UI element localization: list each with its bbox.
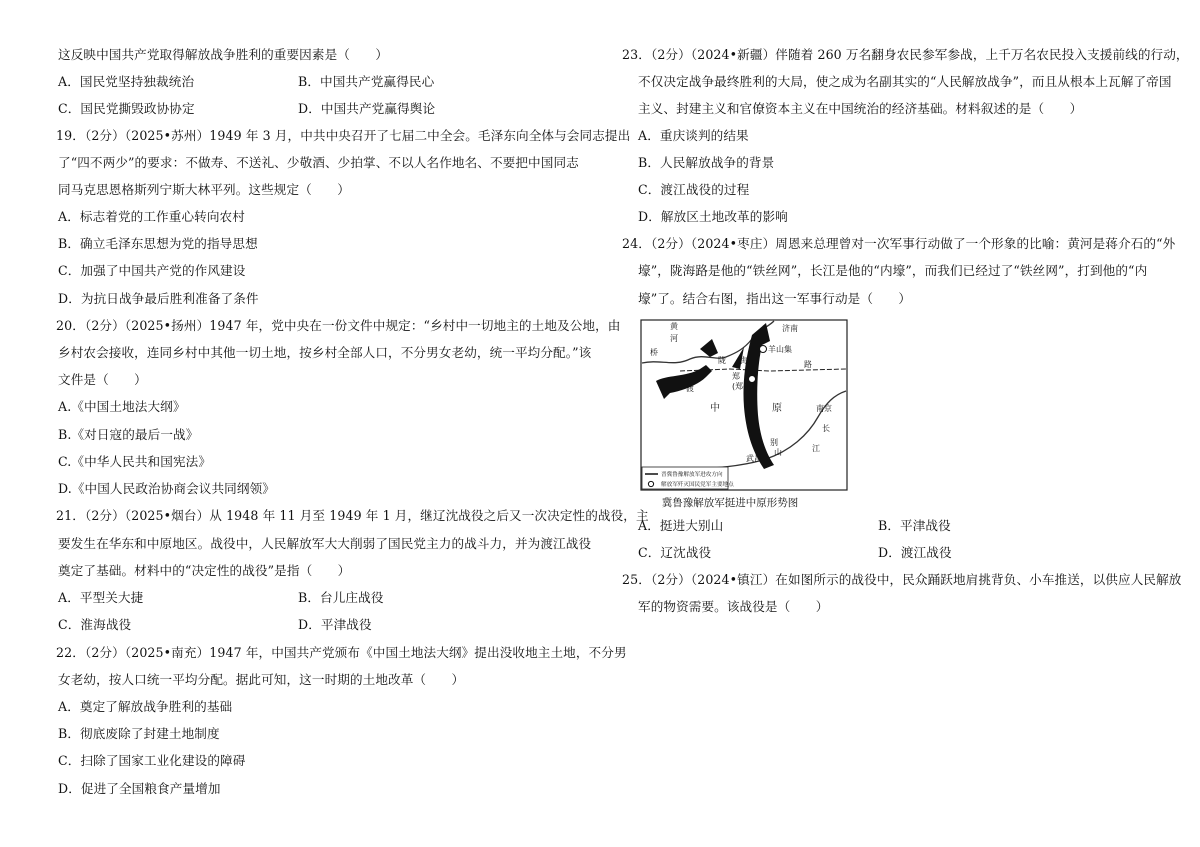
map-label-zhengzhou: (郑州) (732, 382, 755, 391)
q19-option-c[interactable]: C．加强了中国共产党的作风建设 (58, 263, 246, 278)
q23-stem-line-1: 23．（2分）（2024•新疆）伴随着 260 万名翻身农民参军参战，上千万名农民投入支援前线的行动， (622, 47, 1189, 62)
map-label-jinan: 济南 (782, 324, 798, 333)
q23-option-a[interactable]: A．重庆谈判的结果 (638, 128, 749, 143)
q18-stem-tail: 这反映中国共产党取得解放战争胜利的重要因素是（ ） (58, 47, 389, 62)
map-label-bie: 别 (770, 438, 778, 447)
q19-option-b[interactable]: B．确立毛泽东思想为党的指导思想 (58, 236, 258, 251)
q20-stem-line-2: 乡村农会接收，连同乡村中其他一切土地，按乡村全部人口，不分男女老幼，统一平均分配。”该 (58, 345, 592, 360)
map-label-qiao: 桥 (650, 348, 658, 357)
q24-option-c[interactable]: C．辽沈战役 (638, 545, 712, 560)
map-label-nanjing: 南京 (816, 404, 832, 413)
q19-option-a[interactable]: A．标志着党的工作重心转向农村 (58, 209, 245, 224)
legend-advance-direction: 晋冀鲁豫解放军进攻方向 (661, 472, 723, 478)
map-caption: 冀鲁豫解放军挺进中原形势图 (661, 497, 799, 509)
map-label-hai: 海 (740, 356, 748, 365)
q23-option-c[interactable]: C．渡江战役的过程 (638, 182, 750, 197)
map-label-yangshanji: 羊山集 (768, 345, 792, 354)
q18-option-d[interactable]: D．中国共产党赢得舆论 (298, 101, 436, 116)
q23-stem-line-3: 主义、封建主义和官僚资本主义在中国统治的经济基础。材料叙述的是（ ） (638, 101, 1083, 116)
legend-battle-symbol (648, 481, 653, 486)
q24-stem-line-3: 壕”了。结合右图，指出这一军事行动是（ ） (638, 291, 912, 306)
q21-option-b[interactable]: B．台儿庄战役 (298, 590, 384, 605)
map-label-he: 河 (670, 334, 678, 343)
q24-option-d[interactable]: D．渡江战役 (878, 545, 952, 560)
q24-option-b[interactable]: B．平津战役 (878, 518, 951, 533)
map-label-zheng: 郑 (732, 372, 740, 381)
q22-option-a[interactable]: A．奠定了解放战争胜利的基础 (58, 699, 233, 714)
q21-option-a[interactable]: A．平型关大捷 (58, 590, 144, 605)
q22-stem-line-2: 女老幼，按人口统一平均分配。据此可知，这一时期的土地改革（ ） (58, 672, 465, 687)
battle-point-yangshanji (760, 346, 767, 353)
campaign-map (640, 319, 848, 491)
q20-stem-line-3: 文件是（ ） (58, 372, 147, 387)
q22-option-d[interactable]: D．促进了全国粮食产量增加 (58, 781, 221, 796)
q25-stem-line-2: 军的物资需要。该战役是（ ） (638, 599, 829, 614)
q23-stem-line-2: 不仅决定战争最终胜利的大局，使之成为名副其实的“人民解放战争”，而且从根本上瓦解了帝国 (638, 74, 1172, 89)
q25-stem-line-1: 25．（2分）（2024•镇江）在如图所示的战役中，民众踊跃地肩挑背负、小车推送，以供应人民解放 (622, 572, 1182, 587)
map-label-chang: 长 (822, 424, 830, 433)
q22-option-c[interactable]: C．扫除了国家工业化建设的障碍 (58, 753, 246, 768)
q18-option-c[interactable]: C．国民党撕毁政协协定 (58, 101, 195, 116)
q21-stem-line-3: 奠定了基础。材料中的“决定性的战役”是指（ ） (58, 563, 351, 578)
q21-option-d[interactable]: D．平津战役 (298, 617, 372, 632)
q19-option-d[interactable]: D．为抗日战争最后胜利准备了条件 (58, 291, 259, 306)
q22-option-b[interactable]: B．彻底废除了封建土地制度 (58, 726, 220, 741)
q22-stem-line-1: 22．（2分）（2025•南充）1947 年，中国共产党颁布《中国土地法大纲》提出没收地主土地，不分男 (56, 645, 627, 660)
q20-option-a[interactable]: A.《中国土地法大纲》 (58, 399, 186, 414)
campaign-map-svg (640, 319, 848, 491)
q24-stem-line-2: 壕”，陇海路是他的“铁丝网”，长江是他的“内壕”，而我们已经过了“铁丝网”，打到他的“内 (638, 263, 1148, 278)
q21-stem-line-1: 21．（2分）（2025•烟台）从 1948 年 11 月至 1949 年 1 月，继辽沈战役之后又一次决定性的战役，主 (56, 508, 649, 523)
map-label-jiang: 江 (812, 444, 820, 453)
q20-stem-line-1: 20．（2分）（2025•扬州）1947 年，党中央在一份文件中规定：“乡村中一切地主的土地及公地，由 (56, 318, 621, 333)
q24-option-a[interactable]: A．挺进大别山 (638, 518, 724, 533)
map-label-da: 大 (766, 428, 774, 437)
q23-option-b[interactable]: B．人民解放战争的背景 (638, 155, 775, 170)
q19-stem-line-3: 同马克思恩格斯列宁斯大林平列。这些规定（ ） (58, 182, 350, 197)
q20-option-b[interactable]: B.《对日寇的最后一战》 (58, 427, 199, 442)
q21-stem-line-2: 要发生在华东和中原地区。战役中，人民解放军大大削弱了国民党主力的战斗力，并为渡江战役 (58, 536, 592, 551)
map-label-wuchang: 武昌 (746, 454, 762, 463)
map-label-lu: 路 (804, 360, 812, 369)
legend-battle-point: 解放军歼灭国民党军主要地点 (661, 482, 734, 488)
q19-stem-line-1: 19．（2分）（2025•苏州）1949 年 3 月，中共中央召开了七届二中全会。毛泽东向全体与会同志提出 (56, 128, 631, 143)
q18-option-a[interactable]: A．国民党坚持独裁统治 (58, 74, 195, 89)
q18-option-b[interactable]: B．中国共产党赢得民心 (298, 74, 435, 89)
map-label-yuan: 原 (772, 403, 782, 414)
q20-option-d[interactable]: D.《中国人民政治协商会议共同纲领》 (58, 481, 275, 496)
map-label-shan: 山 (774, 448, 782, 457)
q24-stem-line-1: 24．（2分）（2024•枣庄）周恩来总理曾对一次军事行动做了一个形象的比喻：黄河是蒋介石的“外 (622, 236, 1176, 251)
map-label-huang: 黄 (670, 322, 678, 331)
q20-option-c[interactable]: C.《中华人民共和国宪法》 (58, 454, 212, 469)
q21-option-c[interactable]: C．淮海战役 (58, 617, 132, 632)
q19-stem-line-2: 了“四不两少”的要求：不做寿、不送礼、少敬酒、少拍掌、不以人名作地名、不要把中国同志 (58, 155, 579, 170)
q23-option-d[interactable]: D．解放区土地改革的影响 (638, 209, 788, 224)
map-label-du: 渡 (686, 384, 694, 393)
map-label-long: 陇 (718, 356, 726, 365)
map-label-zhong: 中 (710, 403, 720, 414)
